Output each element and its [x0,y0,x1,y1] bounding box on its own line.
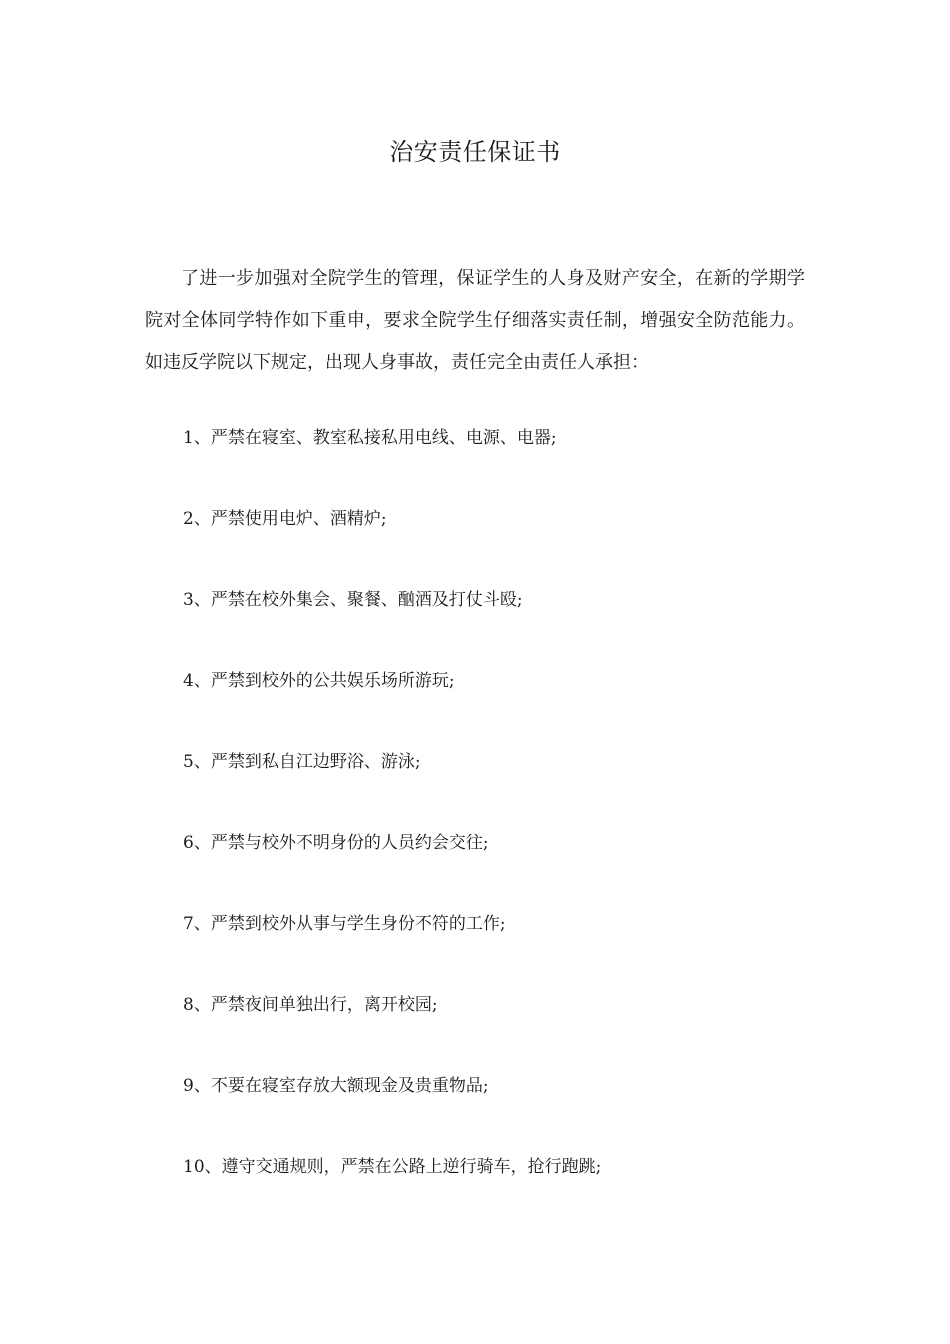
rule-item-3: 3、严禁在校外集会、聚餐、酗酒及打仗斗殴; [183,590,523,610]
rule-item-4: 4、严禁到校外的公共娱乐场所游玩; [183,671,455,691]
intro-paragraph: 了进一步加强对全院学生的管理，保证学生的人身及财产安全，在新的学期学院对全体同学特作如下重申，要求全院学生仔细落实责任制，增强安全防范能力。如违反学院以下规定，出现人身事故，责任完全由责任人承担： [145,268,805,373]
document-title: 治安责任保证书 [389,138,561,166]
rule-item-9: 9、不要在寝室存放大额现金及贵重物品; [183,1076,489,1096]
rules-list [183,420,803,1230]
rule-item-7: 7、严禁到校外从事与学生身份不符的工作; [183,914,506,934]
rule-item-8: 8、严禁夜间单独出行，离开校园; [183,995,438,1015]
rule-item-1: 1、严禁在寝室、教室私接私用电线、电源、电器; [183,428,557,448]
rule-item-6: 6、严禁与校外不明身份的人员约会交往; [183,833,489,853]
rule-item-10: 10、遵守交通规则，严禁在公路上逆行骑车，抢行跑跳; [183,1157,602,1177]
rule-item-5: 5、严禁到私自江边野浴、游泳; [183,752,421,772]
rule-item-2: 2、严禁使用电炉、酒精炉; [183,509,387,529]
